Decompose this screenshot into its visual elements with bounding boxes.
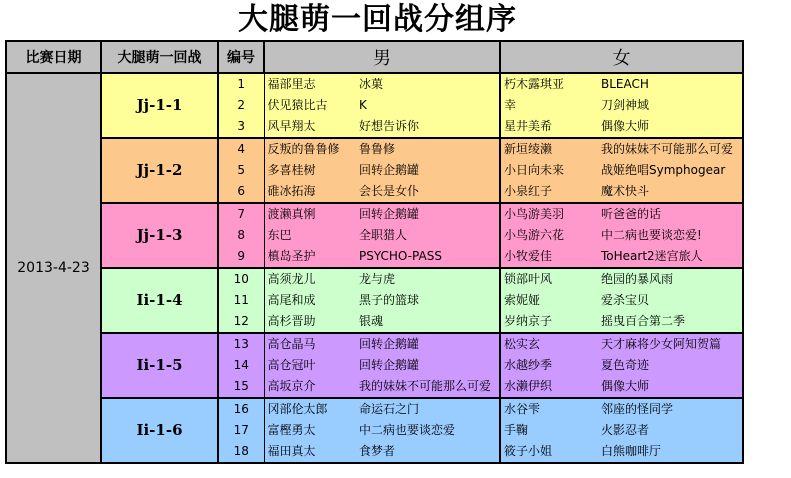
male-series: 银魂 [359,311,500,333]
entry-number: 5 [218,160,264,181]
table-row [6,398,743,420]
entry-number: 13 [218,333,264,355]
male-character: 风早翔太 [264,116,359,138]
male-character: 高尾和成 [267,293,316,307]
male-character: 福田真太 [264,441,359,463]
header-female: 女 [500,41,743,73]
header-round: 大腿萌一回战 [101,41,218,73]
table-row [6,203,743,225]
female-character: 水越纱季 [504,358,553,372]
female-character: 水谷雫 [504,402,541,416]
female-character: 朽木露琪亚 [504,77,565,91]
entry-number: 11 [218,290,264,311]
female-character: 小鸟游美羽 [504,207,565,221]
entry-number: 7 [218,203,264,225]
male-character: 高杉晋助 [264,311,359,333]
male-series: 黑子的篮球 [359,290,500,311]
header-row [6,41,743,73]
female-character: 松实玄 [504,337,541,351]
male-character: 渡濑真悧 [267,207,316,221]
male-series: 回转企鹅罐 [359,203,500,225]
female-series: 邻座的怪同学 [601,398,743,420]
female-character: 小泉红子 [500,181,601,203]
table-row [6,333,743,355]
female-series: 爱杀宝贝 [601,290,743,311]
group-label: Ii-1-4 [101,268,218,333]
female-character: 小鸟游六花 [504,228,565,242]
entry-number: 16 [218,398,264,420]
female-series: 摇曳百合第二季 [601,311,743,333]
male-character: 富樫勇太 [267,423,316,437]
entry-number: 12 [218,311,264,333]
group-label: Jj-1-1 [101,73,218,138]
female-series: 白熊咖啡厅 [601,441,743,463]
female-character: 锁部叶风 [504,272,553,286]
entry-number: 4 [218,138,264,160]
entry-number: 9 [218,246,264,268]
female-character: 筱子小姐 [500,441,601,463]
male-series: 中二病也要谈恋爱 [359,420,500,441]
group-label: Jj-1-2 [101,138,218,203]
female-series: 天才麻将少女阿知贺篇 [601,333,743,355]
female-character: 幸 [504,98,517,112]
female-series: 偶像大师 [601,376,743,398]
female-character: 小日向未来 [504,163,565,177]
group-label: Jj-1-3 [101,203,218,268]
male-character: 多喜桂树 [267,163,316,177]
male-series: PSYCHO-PASS [359,246,500,268]
female-character: 水濑伊织 [500,376,601,398]
group-label: Ii-1-5 [101,333,218,398]
male-character: 高仓冠叶 [267,358,316,372]
female-character: 星井美希 [500,116,601,138]
male-series: 鲁鲁修 [359,138,500,160]
male-character: 福部里志 [267,77,316,91]
table-row [6,138,743,160]
entry-number: 6 [218,181,264,203]
male-character: 高须龙儿 [267,272,316,286]
female-character: 岁纳京子 [500,311,601,333]
male-series: 全职猎人 [359,225,500,246]
male-series: 会长是女仆 [359,181,500,203]
entry-number: 10 [218,268,264,290]
entry-number: 18 [218,441,264,463]
female-series: 夏色奇迹 [601,355,743,376]
male-character: 冈部伦太郎 [267,402,328,416]
female-series: 偶像大师 [601,116,743,138]
table-row [6,268,743,290]
female-series: 战姬绝唱Symphogear [601,160,743,181]
male-series: 食梦者 [359,441,500,463]
female-series: 中二病也要谈恋爱! [601,225,743,246]
male-character: 槙岛圣护 [264,246,359,268]
entry-number: 15 [218,376,264,398]
match-date: 2013-4-23 [6,73,101,463]
male-character: 高坂京介 [264,376,359,398]
group-label: Ii-1-6 [101,398,218,463]
male-series: 龙与虎 [359,268,500,290]
male-character: 反叛的鲁鲁修 [267,142,340,156]
male-series: 冰菓 [359,73,500,95]
female-series: 我的妹妹不可能那么可爱 [601,138,743,160]
male-series: 我的妹妹不可能那么可爱 [359,376,500,398]
female-character: 新垣绫濑 [504,142,553,156]
male-character: 高仓晶马 [267,337,316,351]
male-character: 东巴 [267,228,292,242]
female-series: 魔术快斗 [601,181,743,203]
male-series: K [359,95,500,116]
schedule-table [5,40,744,464]
female-character: 小牧爱佳 [500,246,601,268]
entry-number: 3 [218,116,264,138]
female-series: 火影忍者 [601,420,743,441]
female-series: ToHeart2迷宫旅人 [601,246,743,268]
header-male: 男 [264,41,500,73]
male-series: 回转企鹅罐 [359,160,500,181]
male-series: 回转企鹅罐 [359,355,500,376]
female-series: 听爸爸的话 [601,203,743,225]
female-character: 索妮娅 [504,293,541,307]
page-title: 大腿萌一回战分组序 [238,2,517,37]
male-character: 伏见猿比古 [267,98,328,112]
female-series: 绝园的暴风雨 [601,268,743,290]
table-row [6,73,743,95]
entry-number: 2 [218,95,264,116]
male-series: 命运石之门 [359,398,500,420]
entry-number: 14 [218,355,264,376]
entry-number: 17 [218,420,264,441]
male-series: 回转企鹅罐 [359,333,500,355]
entry-number: 1 [218,73,264,95]
male-character: 碓冰拓海 [264,181,359,203]
female-series: BLEACH [601,73,743,95]
entry-number: 8 [218,225,264,246]
header-date: 比赛日期 [6,41,101,73]
male-series: 好想告诉你 [359,116,500,138]
header-number: 编号 [218,41,264,73]
female-series: 刀剑神域 [601,95,743,116]
female-character: 手鞠 [504,423,529,437]
